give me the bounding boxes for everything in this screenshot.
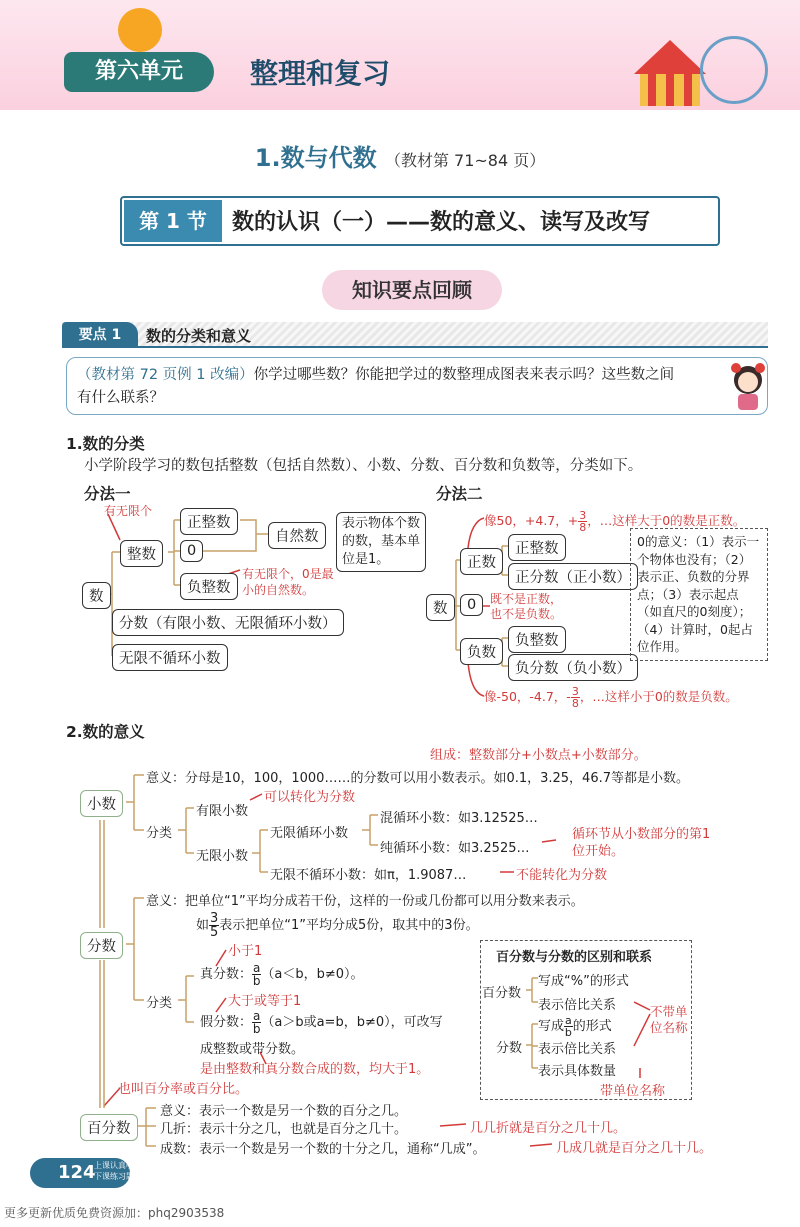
m1-integer: 整数	[120, 540, 163, 567]
m2-root: 数	[426, 594, 455, 621]
girl-avatar-icon	[726, 360, 770, 412]
ferris-wheel-icon	[700, 36, 768, 104]
method1-title: 分法一	[84, 485, 131, 503]
decimal-pure: 纯循环小数：如3.2525…	[380, 841, 530, 856]
compare-pct-2: 表示倍比关系	[538, 998, 617, 1013]
classify-intro: 小学阶段学习的数包括整数（包括自然数）、小数、分数、百分数和负数等，分类如下。	[84, 458, 643, 474]
decimal-compose: 组成：整数部分+小数点+小数部分。	[430, 748, 647, 763]
m1-root: 数	[82, 582, 111, 609]
footer-watermark: 更多更新优质免费资源加：phq2903538	[4, 1206, 225, 1220]
point-title: 数的分类和意义	[146, 327, 252, 345]
m1-zero: 0	[180, 540, 203, 562]
compare-no-unit: 不带单位名称	[650, 1004, 688, 1035]
m1-natural-desc: 表示物体个数的数，基本单位是1。	[336, 512, 426, 572]
fraction-label: 分数	[80, 932, 123, 959]
percent-cheng-note: 几成几就是百分之几十几。	[556, 1141, 713, 1156]
lesson-tag: 第 1 节	[124, 200, 222, 242]
m2-pos-example: 像50，+4.7，+ $\frac{3}{8}$ ，…这样大于0的数是正数。	[484, 509, 746, 534]
m2-neg-frac: 负分数（负小数）	[508, 654, 638, 681]
decimal-infinite: 无限小数	[196, 849, 249, 864]
fraction-example: 如 $\frac{3}{5}$ 表示把单位“1”平均分成5份，取其中的3份。	[196, 911, 479, 940]
mixed-number-note: 是由整数和真分数合成的数，均大于1。	[200, 1062, 430, 1077]
decimal-rep-note: 循环节从小数部分的第1位开始。	[572, 827, 711, 859]
improper-note: 大于或等于1	[228, 994, 302, 1009]
m2-zero: 0	[460, 594, 483, 616]
fraction-meaning: 意义：把单位“1”平均分成若干份，这样的一份或几份都可以用分数来表示。	[146, 894, 584, 909]
percent-meaning: 意义：表示一个数是另一个数的百分之几。	[160, 1104, 408, 1119]
m2-positive: 正数	[460, 548, 503, 575]
decimal-finite-note: 可以转化为分数	[264, 790, 356, 805]
m2-pos-frac: 正分数（正小数）	[508, 563, 638, 590]
m2-negative: 负数	[460, 638, 503, 665]
header-title: 整理和复习	[250, 57, 391, 90]
proper-note: 小于1	[228, 944, 263, 959]
improper-fraction: 假分数： $\frac{a}{b}$ （a＞b或a=b，b≠0），可改写	[200, 1009, 443, 1036]
section-title: 1.数与代数 （教材第 71~84 页）	[254, 144, 546, 172]
compare-frac-2: 表示倍比关系	[538, 1042, 617, 1057]
decimal-label: 小数	[80, 790, 123, 817]
question-box	[66, 357, 768, 415]
proper-fraction: 真分数： $\frac{a}{b}$ （a＜b，b≠0）。	[200, 961, 364, 988]
method2-title: 分法二	[436, 485, 483, 503]
note-infinite: 有无限个	[104, 504, 153, 518]
compare-frac-1: 写成 $\frac{a}{b}$ 的形式	[538, 1014, 612, 1039]
percent-alias: 也叫百分率或百分比。	[118, 1082, 249, 1097]
fraction-classify: 分类	[146, 996, 173, 1011]
m1-pos-int: 正整数	[180, 508, 238, 535]
decimal-finite: 有限小数	[196, 804, 249, 819]
percent-zhe-note: 几几折就是百分之几十几。	[470, 1121, 627, 1136]
compare-frac: 分数	[496, 1041, 523, 1056]
zero-meaning-box: 0的意义：（1）表示一个物体也没有；（2）表示正、负数的分界点；（3）表示起点（如直尺的0刻度）；（4）计算时，0起占位作用。	[630, 528, 768, 661]
percent-cheng: 成数：表示一个数是另一个数的十分之几，通称“几成”。	[160, 1142, 486, 1157]
unit-badge: 第六单元	[64, 52, 214, 92]
decimal-nonrep: 无限不循环小数：如π，1.9087…	[270, 868, 467, 883]
m2-neg-example: 像-50，-4.7，- $\frac{3}{8}$ ，…这样小于0的数是负数。	[484, 685, 738, 710]
m2-zero-note: 既不是正数，也不是负数。	[490, 592, 563, 621]
m2-neg-int: 负整数	[508, 626, 566, 653]
question-text: 你学过哪些数？你能把学过的数整理成图表来表示吗？这些数之间有什么联系？	[77, 367, 675, 406]
lesson-title: 数的认识（一）——数的意义、读写及改写	[232, 210, 651, 235]
decimal-inf-rep: 无限循环小数	[270, 826, 349, 841]
compare-with-unit: 带单位名称	[600, 1084, 666, 1099]
decimal-mixed: 混循环小数：如3.12525…	[380, 811, 538, 826]
m1-note-zero: 有无限个，0是最小的自然数。	[242, 567, 334, 597]
sun-icon	[118, 8, 162, 52]
percent-zhe: 几折：表示十分之几，也就是百分之几十。	[160, 1122, 408, 1137]
m1-irrational: 无限不循环小数	[112, 644, 228, 671]
m1-fraction: 分数（有限小数、无限循环小数）	[112, 609, 344, 636]
page-number-badge: 124 上课认真听 下课练习题	[30, 1158, 130, 1188]
classify-heading: 1.数的分类	[66, 435, 145, 453]
review-heading: 知识要点回顾	[322, 270, 502, 310]
circus-tent-icon	[630, 38, 710, 108]
compare-title: 百分数与分数的区别和联系	[496, 950, 653, 965]
point-tag: 要点 1	[62, 322, 138, 348]
m1-natural: 自然数	[268, 522, 326, 549]
improper-rewrite: 成整数或带分数。	[200, 1042, 305, 1057]
compare-pct-1: 写成“%”的形式	[538, 974, 629, 989]
decimal-meaning: 意义：分母是10，100，1000……的分数可以用小数表示。如0.1，3.25，46.7等都是小数。	[146, 771, 690, 786]
question-source: （教材第 72 页例 1 改编）	[77, 367, 254, 383]
compare-frac-3: 表示具体数量	[538, 1064, 617, 1079]
compare-pct: 百分数	[482, 986, 522, 1001]
percent-label: 百分数	[80, 1114, 138, 1141]
m2-pos-int: 正整数	[508, 534, 566, 561]
decimal-nonrep-note: 不能转化为分数	[516, 868, 608, 883]
decimal-classify: 分类	[146, 826, 173, 841]
m1-neg-int: 负整数	[180, 573, 238, 600]
meaning-heading: 2.数的意义	[66, 723, 145, 741]
